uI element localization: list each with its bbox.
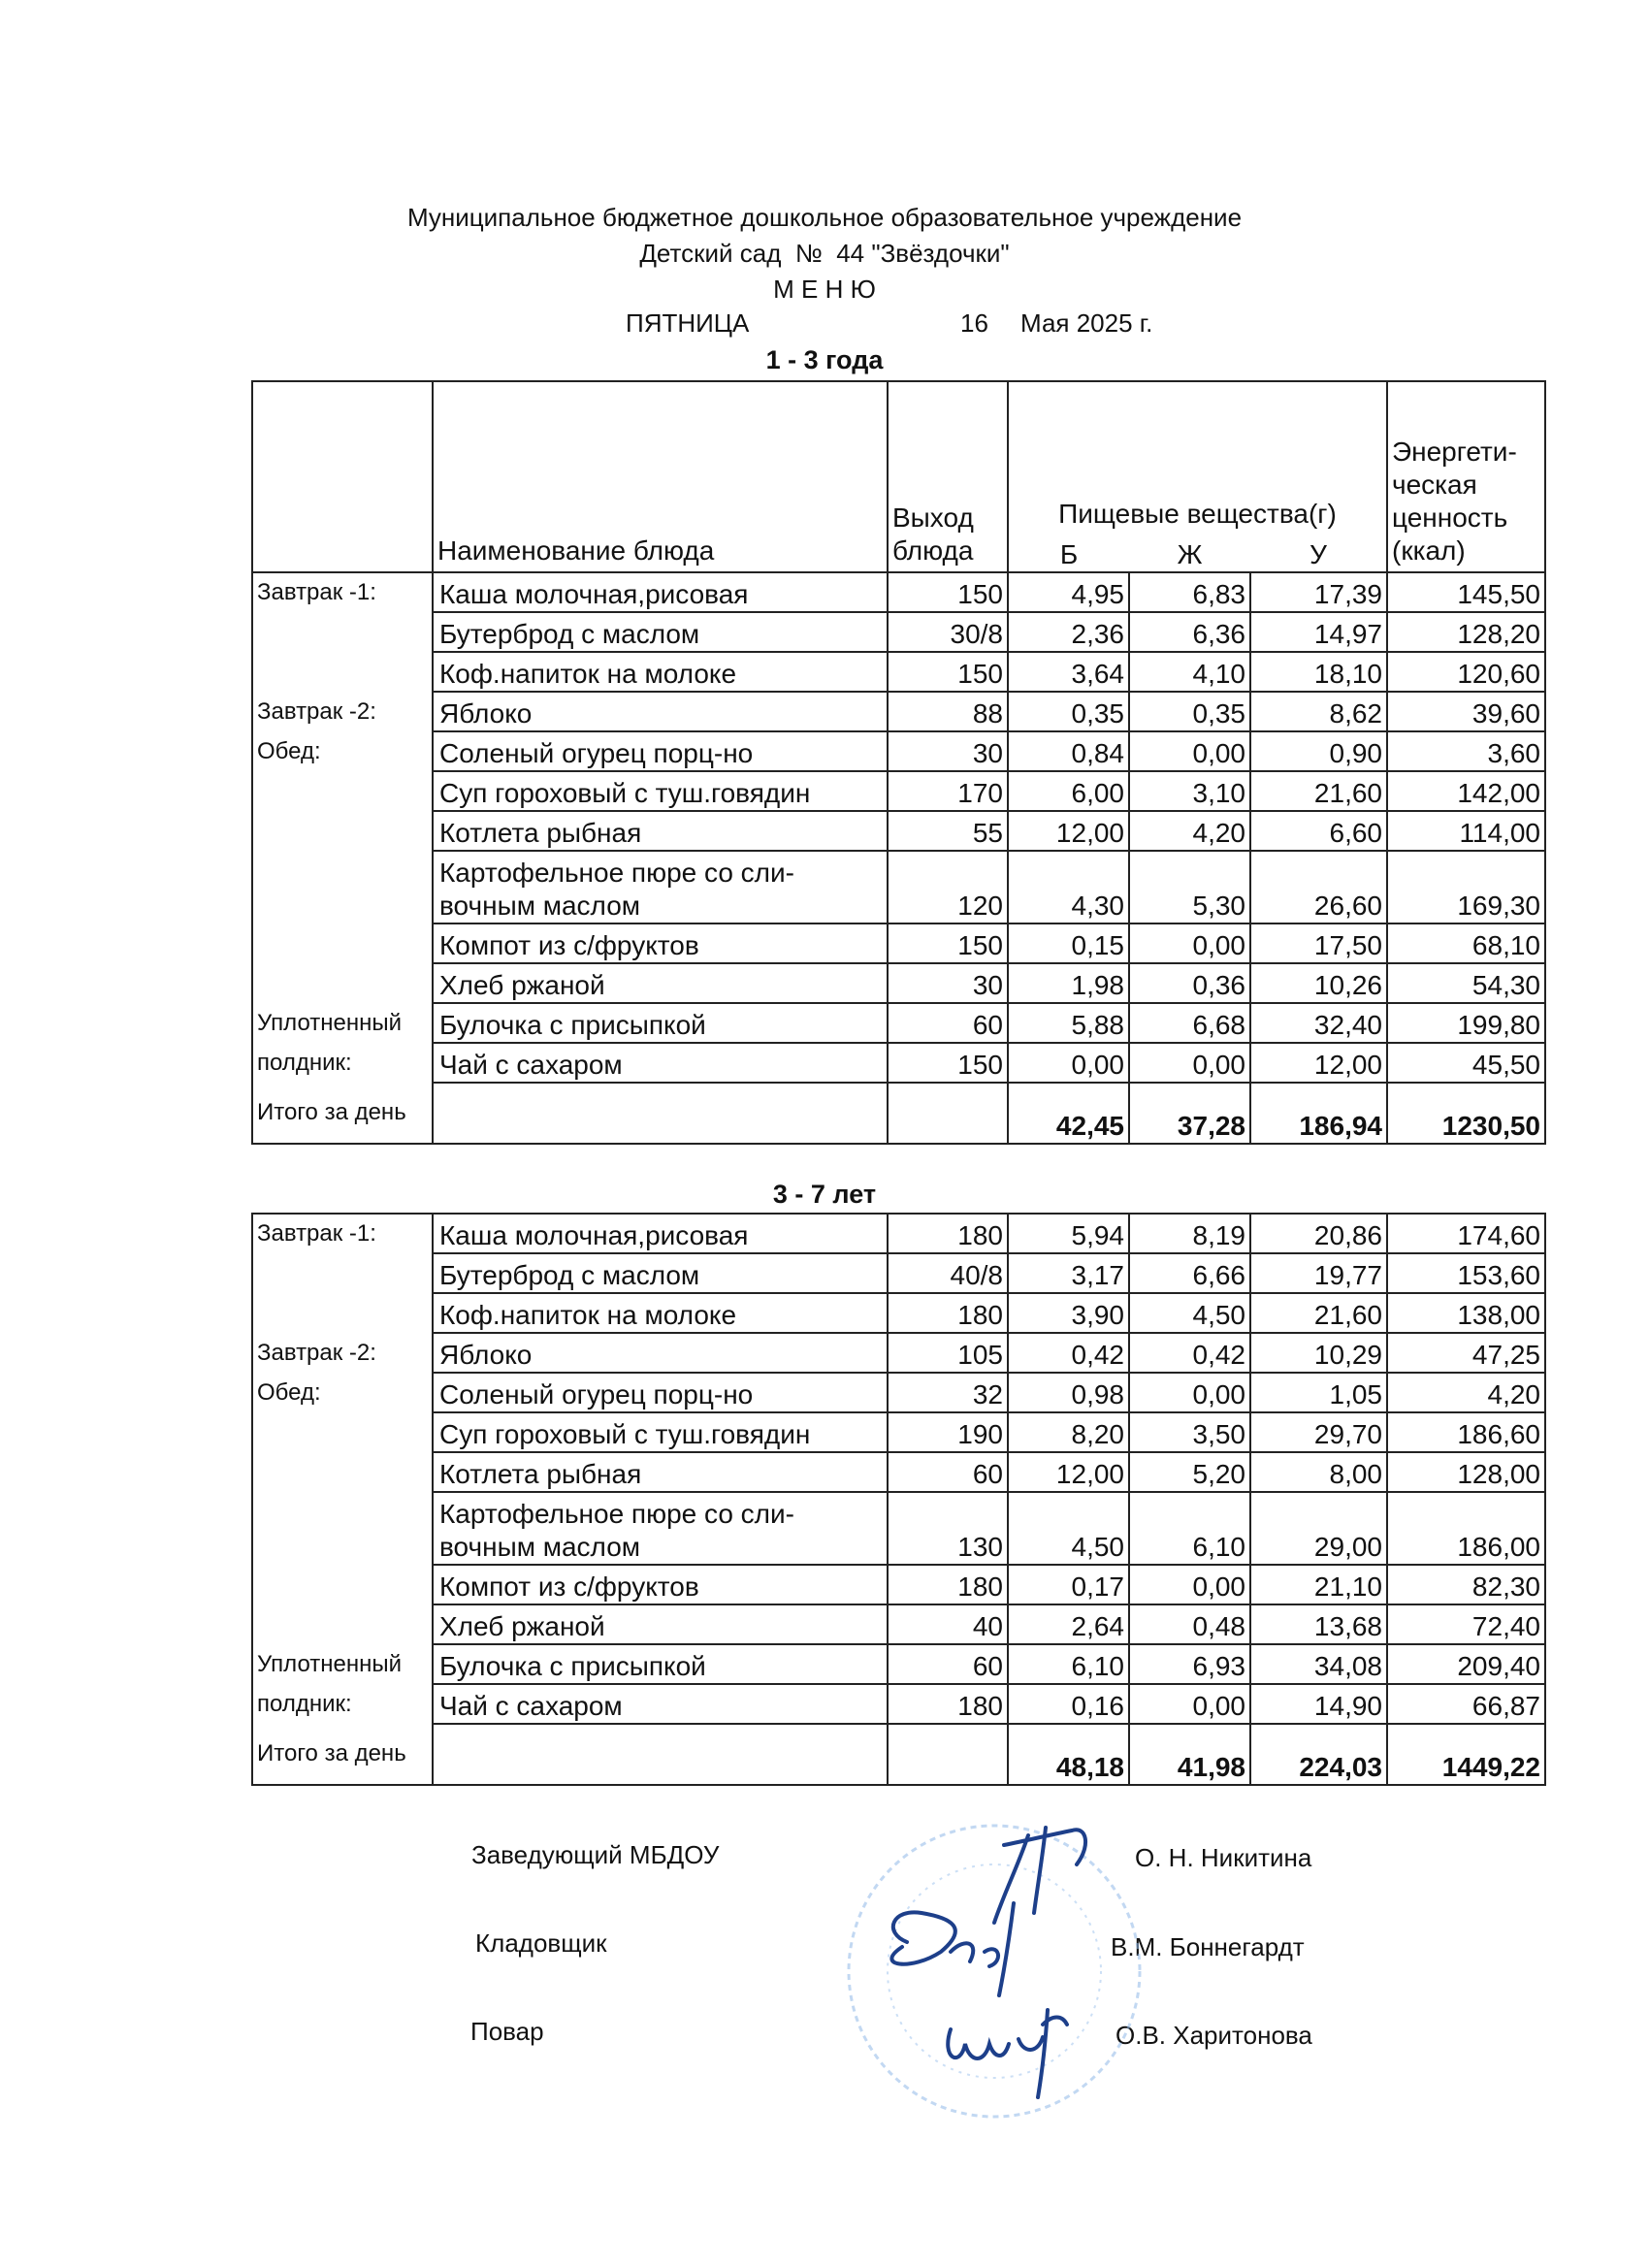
carb-value: 32,40 [1250, 1003, 1387, 1043]
total-yield-empty [888, 1724, 1008, 1785]
fat-value: 6,93 [1129, 1644, 1250, 1684]
dish-yield: 30 [888, 963, 1008, 1003]
protein-value: 6,10 [1008, 1644, 1129, 1684]
protein-value: 12,00 [1008, 811, 1129, 851]
day: 16 [960, 308, 988, 338]
signature-name-cook: О.В. Харитонова [1116, 2021, 1312, 2050]
meal-label [252, 1452, 433, 1492]
header-energy: Энергети-ческая ценность (ккал) [1387, 381, 1545, 572]
protein-value: 4,30 [1008, 851, 1129, 923]
protein-value: 0,35 [1008, 692, 1129, 731]
weekday: ПЯТНИЦА [626, 308, 750, 338]
month-year: Мая 2025 г. [1020, 308, 1153, 338]
protein-value: 3,90 [1008, 1293, 1129, 1333]
dish-yield: 40/8 [888, 1253, 1008, 1293]
total-name-empty [433, 1083, 888, 1144]
dish-yield: 180 [888, 1293, 1008, 1333]
carb-value: 10,29 [1250, 1333, 1387, 1373]
signature-role-director: Заведующий МБДОУ [471, 1840, 720, 1869]
total-label: Итого за день [252, 1083, 433, 1144]
total-energy: 1449,22 [1387, 1724, 1545, 1785]
dish-name: Каша молочная,рисовая [433, 572, 888, 612]
seal-inner-ring [888, 1864, 1101, 2078]
carb-value: 18,10 [1250, 652, 1387, 692]
energy-value: 120,60 [1387, 652, 1545, 692]
dish-name: Соленый огурец порц-но [433, 731, 888, 771]
fat-value: 0,36 [1129, 963, 1250, 1003]
dish-yield: 32 [888, 1373, 1008, 1412]
meal-label [252, 771, 433, 811]
header-name: Наименование блюда [433, 381, 888, 572]
protein-value: 0,16 [1008, 1684, 1129, 1724]
table-row [252, 1644, 1545, 1684]
meal-label: Уплотненный [252, 1003, 433, 1043]
dish-yield: 170 [888, 771, 1008, 811]
fat-value: 0,35 [1129, 692, 1250, 731]
carb-value: 1,05 [1250, 1373, 1387, 1412]
fat-value: 0,00 [1129, 1684, 1250, 1724]
carb-value: 21,60 [1250, 771, 1387, 811]
table-row [252, 692, 1545, 731]
fat-value: 6,83 [1129, 572, 1250, 612]
dish-yield: 130 [888, 1492, 1008, 1565]
dish-name: Картофельное пюре со сли-вочным маслом [433, 851, 888, 923]
protein-value: 5,88 [1008, 1003, 1129, 1043]
energy-value: 199,80 [1387, 1003, 1545, 1043]
dish-yield: 105 [888, 1333, 1008, 1373]
carb-value: 13,68 [1250, 1604, 1387, 1644]
table-row [252, 1333, 1545, 1373]
meal-label: Завтрак -2: [252, 692, 433, 731]
dish-yield: 150 [888, 572, 1008, 612]
meal-label [252, 963, 433, 1003]
protein-value: 3,17 [1008, 1253, 1129, 1293]
dish-yield: 150 [888, 652, 1008, 692]
fat-value: 0,00 [1129, 731, 1250, 771]
dish-name: Яблоко [433, 1333, 888, 1373]
energy-value: 45,50 [1387, 1043, 1545, 1083]
dish-name: Бутерброд с маслом [433, 612, 888, 652]
energy-value: 3,60 [1387, 731, 1545, 771]
dish-name: Чай с сахаром [433, 1684, 888, 1724]
dish-name: Булочка с присыпкой [433, 1003, 888, 1043]
total-row [252, 1724, 1545, 1785]
section-title-1-3: 1 - 3 года [765, 345, 884, 374]
protein-value: 1,98 [1008, 963, 1129, 1003]
dish-yield: 190 [888, 1412, 1008, 1452]
dish-yield: 55 [888, 811, 1008, 851]
dish-name: Коф.напиток на молоке [433, 1293, 888, 1333]
energy-value: 39,60 [1387, 692, 1545, 731]
dish-name: Суп гороховый с туш.говядин [433, 771, 888, 811]
energy-value: 209,40 [1387, 1644, 1545, 1684]
dish-yield: 60 [888, 1644, 1008, 1684]
dish-name: Булочка с присыпкой [433, 1644, 888, 1684]
carb-value: 8,62 [1250, 692, 1387, 731]
dish-name: Картофельное пюре со сли-вочным маслом [433, 1492, 888, 1565]
carb-value: 14,90 [1250, 1684, 1387, 1724]
fat-value: 0,00 [1129, 1043, 1250, 1083]
table-row [252, 811, 1545, 851]
meal-label [252, 1253, 433, 1293]
protein-value: 4,95 [1008, 572, 1129, 612]
meal-label [252, 612, 433, 652]
dish-yield: 120 [888, 851, 1008, 923]
total-protein: 48,18 [1008, 1724, 1129, 1785]
table-row [252, 1373, 1545, 1412]
section-title-3-7: 3 - 7 лет [772, 1180, 877, 1209]
meal-label [252, 1565, 433, 1604]
protein-value: 0,15 [1008, 923, 1129, 963]
fat-value: 0,00 [1129, 1373, 1250, 1412]
header-nutrients: Пищевые вещества(г) [1008, 381, 1387, 535]
carb-value: 0,90 [1250, 731, 1387, 771]
fat-value: 4,50 [1129, 1293, 1250, 1333]
energy-value: 186,60 [1387, 1412, 1545, 1452]
kindergarten-name: Детский сад № 44 "Звёздочки" [639, 239, 1010, 268]
energy-value: 4,20 [1387, 1373, 1545, 1412]
fat-value: 4,20 [1129, 811, 1250, 851]
protein-value: 6,00 [1008, 771, 1129, 811]
table-row [252, 612, 1545, 652]
seal-outer-ring [849, 1826, 1140, 2117]
protein-value: 0,84 [1008, 731, 1129, 771]
table-row [252, 572, 1545, 612]
dish-yield: 150 [888, 1043, 1008, 1083]
protein-value: 5,94 [1008, 1214, 1129, 1253]
table-row [252, 771, 1545, 811]
meal-label: полдник: [252, 1043, 433, 1083]
carb-value: 29,00 [1250, 1492, 1387, 1565]
table-row [252, 1412, 1545, 1452]
dish-name: Компот из с/фруктов [433, 1565, 888, 1604]
protein-value: 2,64 [1008, 1604, 1129, 1644]
dish-yield: 180 [888, 1565, 1008, 1604]
energy-value: 128,00 [1387, 1452, 1545, 1492]
table-row [252, 1253, 1545, 1293]
carb-value: 19,77 [1250, 1253, 1387, 1293]
dish-yield: 60 [888, 1452, 1008, 1492]
energy-value: 72,40 [1387, 1604, 1545, 1644]
signature-name-storekeeper: В.М. Боннегардт [1111, 1932, 1305, 1961]
dish-name: Коф.напиток на молоке [433, 652, 888, 692]
dish-name: Бутерброд с маслом [433, 1253, 888, 1293]
carb-value: 17,50 [1250, 923, 1387, 963]
fat-value: 6,10 [1129, 1492, 1250, 1565]
fat-value: 5,30 [1129, 851, 1250, 923]
fat-value: 8,19 [1129, 1214, 1250, 1253]
menu-title: М Е Н Ю [773, 275, 876, 304]
table-row [252, 1565, 1545, 1604]
energy-value: 142,00 [1387, 771, 1545, 811]
carb-value: 6,60 [1250, 811, 1387, 851]
protein-value: 0,42 [1008, 1333, 1129, 1373]
dish-name: Котлета рыбная [433, 811, 888, 851]
table-row [252, 1043, 1545, 1083]
meal-label [252, 1492, 433, 1565]
total-energy: 1230,50 [1387, 1083, 1545, 1144]
carb-value: 21,10 [1250, 1565, 1387, 1604]
dish-yield: 30/8 [888, 612, 1008, 652]
table-row [252, 1003, 1545, 1043]
energy-value: 82,30 [1387, 1565, 1545, 1604]
dish-name: Хлеб ржаной [433, 963, 888, 1003]
dish-name: Соленый огурец порц-но [433, 1373, 888, 1412]
protein-value: 0,98 [1008, 1373, 1129, 1412]
energy-value: 153,60 [1387, 1253, 1545, 1293]
carb-value: 21,60 [1250, 1293, 1387, 1333]
table-row [252, 1452, 1545, 1492]
energy-value: 66,87 [1387, 1684, 1545, 1724]
dish-name: Компот из с/фруктов [433, 923, 888, 963]
fat-value: 6,66 [1129, 1253, 1250, 1293]
table-row [252, 1492, 1545, 1565]
menu-table-1-3 [251, 380, 1546, 1145]
total-yield-empty [888, 1083, 1008, 1144]
carb-value: 12,00 [1250, 1043, 1387, 1083]
energy-value: 174,60 [1387, 1214, 1545, 1253]
total-row [252, 1083, 1545, 1144]
table-row [252, 1684, 1545, 1724]
fat-value: 3,50 [1129, 1412, 1250, 1452]
protein-value: 8,20 [1008, 1412, 1129, 1452]
signature-cook-scribble [948, 2010, 1067, 2097]
energy-value: 68,10 [1387, 923, 1545, 963]
dish-yield: 180 [888, 1214, 1008, 1253]
meal-label: Обед: [252, 1373, 433, 1412]
total-carb: 224,03 [1250, 1724, 1387, 1785]
signature-name-director: О. Н. Никитина [1135, 1843, 1312, 1872]
fat-value: 0,00 [1129, 923, 1250, 963]
dish-name: Котлета рыбная [433, 1452, 888, 1492]
meal-label: полдник: [252, 1684, 433, 1724]
table-row [252, 652, 1545, 692]
fat-value: 0,00 [1129, 1565, 1250, 1604]
table-row [252, 963, 1545, 1003]
total-protein: 42,45 [1008, 1083, 1129, 1144]
total-label: Итого за день [252, 1724, 433, 1785]
protein-value: 0,17 [1008, 1565, 1129, 1604]
meal-label: Завтрак -1: [252, 1214, 433, 1253]
energy-value: 145,50 [1387, 572, 1545, 612]
meal-label [252, 851, 433, 923]
protein-value: 3,64 [1008, 652, 1129, 692]
dish-yield: 180 [888, 1684, 1008, 1724]
energy-value: 186,00 [1387, 1492, 1545, 1565]
carb-value: 20,86 [1250, 1214, 1387, 1253]
header-yield: Выход блюда [888, 381, 1008, 572]
dish-yield: 40 [888, 1604, 1008, 1644]
protein-value: 2,36 [1008, 612, 1129, 652]
header-empty [252, 381, 433, 572]
header-zh: Ж [1129, 535, 1250, 572]
fat-value: 0,48 [1129, 1604, 1250, 1644]
protein-value: 4,50 [1008, 1492, 1129, 1565]
dish-yield: 60 [888, 1003, 1008, 1043]
protein-value: 0,00 [1008, 1043, 1129, 1083]
total-name-empty [433, 1724, 888, 1785]
fat-value: 4,10 [1129, 652, 1250, 692]
energy-value: 169,30 [1387, 851, 1545, 923]
fat-value: 5,20 [1129, 1452, 1250, 1492]
table-row [252, 1214, 1545, 1253]
carb-value: 34,08 [1250, 1644, 1387, 1684]
fat-value: 6,68 [1129, 1003, 1250, 1043]
energy-value: 128,20 [1387, 612, 1545, 652]
total-carb: 186,94 [1250, 1083, 1387, 1144]
meal-label [252, 923, 433, 963]
meal-label: Обед: [252, 731, 433, 771]
meal-label [252, 1293, 433, 1333]
table-row [252, 923, 1545, 963]
dish-name: Чай с сахаром [433, 1043, 888, 1083]
fat-value: 3,10 [1129, 771, 1250, 811]
meal-label: Завтрак -2: [252, 1333, 433, 1373]
dish-yield: 88 [888, 692, 1008, 731]
table-row [252, 731, 1545, 771]
dish-name: Яблоко [433, 692, 888, 731]
meal-label: Уплотненный [252, 1644, 433, 1684]
fat-value: 0,42 [1129, 1333, 1250, 1373]
meal-label [252, 811, 433, 851]
meal-label [252, 1412, 433, 1452]
table-row [252, 1604, 1545, 1644]
carb-value: 17,39 [1250, 572, 1387, 612]
energy-value: 54,30 [1387, 963, 1545, 1003]
dish-name: Хлеб ржаной [433, 1604, 888, 1644]
dish-yield: 30 [888, 731, 1008, 771]
dish-yield: 150 [888, 923, 1008, 963]
energy-value: 114,00 [1387, 811, 1545, 851]
document-header [0, 200, 1649, 308]
meal-label [252, 652, 433, 692]
header-b: Б [1008, 535, 1129, 572]
meal-label [252, 1604, 433, 1644]
dish-name: Каша молочная,рисовая [433, 1214, 888, 1253]
protein-value: 12,00 [1008, 1452, 1129, 1492]
dish-name: Суп гороховый с туш.говядин [433, 1412, 888, 1452]
menu-table-3-7 [251, 1213, 1546, 1786]
signature-role-storekeeper: Кладовщик [475, 1928, 607, 1958]
header-u: У [1250, 535, 1387, 572]
carb-value: 29,70 [1250, 1412, 1387, 1452]
carb-value: 14,97 [1250, 612, 1387, 652]
institution-name: Муниципальное бюджетное дошкольное образовательное учреждение [406, 203, 1243, 232]
seal-stamp-image [795, 1806, 1203, 2175]
signature-director-scribble [994, 1828, 1085, 1923]
carb-value: 10,26 [1250, 963, 1387, 1003]
fat-value: 6,36 [1129, 612, 1250, 652]
carb-value: 8,00 [1250, 1452, 1387, 1492]
energy-value: 138,00 [1387, 1293, 1545, 1333]
table-row [252, 1293, 1545, 1333]
table-row [252, 851, 1545, 923]
carb-value: 26,60 [1250, 851, 1387, 923]
signature-role-cook: Повар [470, 2017, 544, 2046]
total-fat: 41,98 [1129, 1724, 1250, 1785]
total-fat: 37,28 [1129, 1083, 1250, 1144]
energy-value: 47,25 [1387, 1333, 1545, 1373]
meal-label: Завтрак -1: [252, 572, 433, 612]
